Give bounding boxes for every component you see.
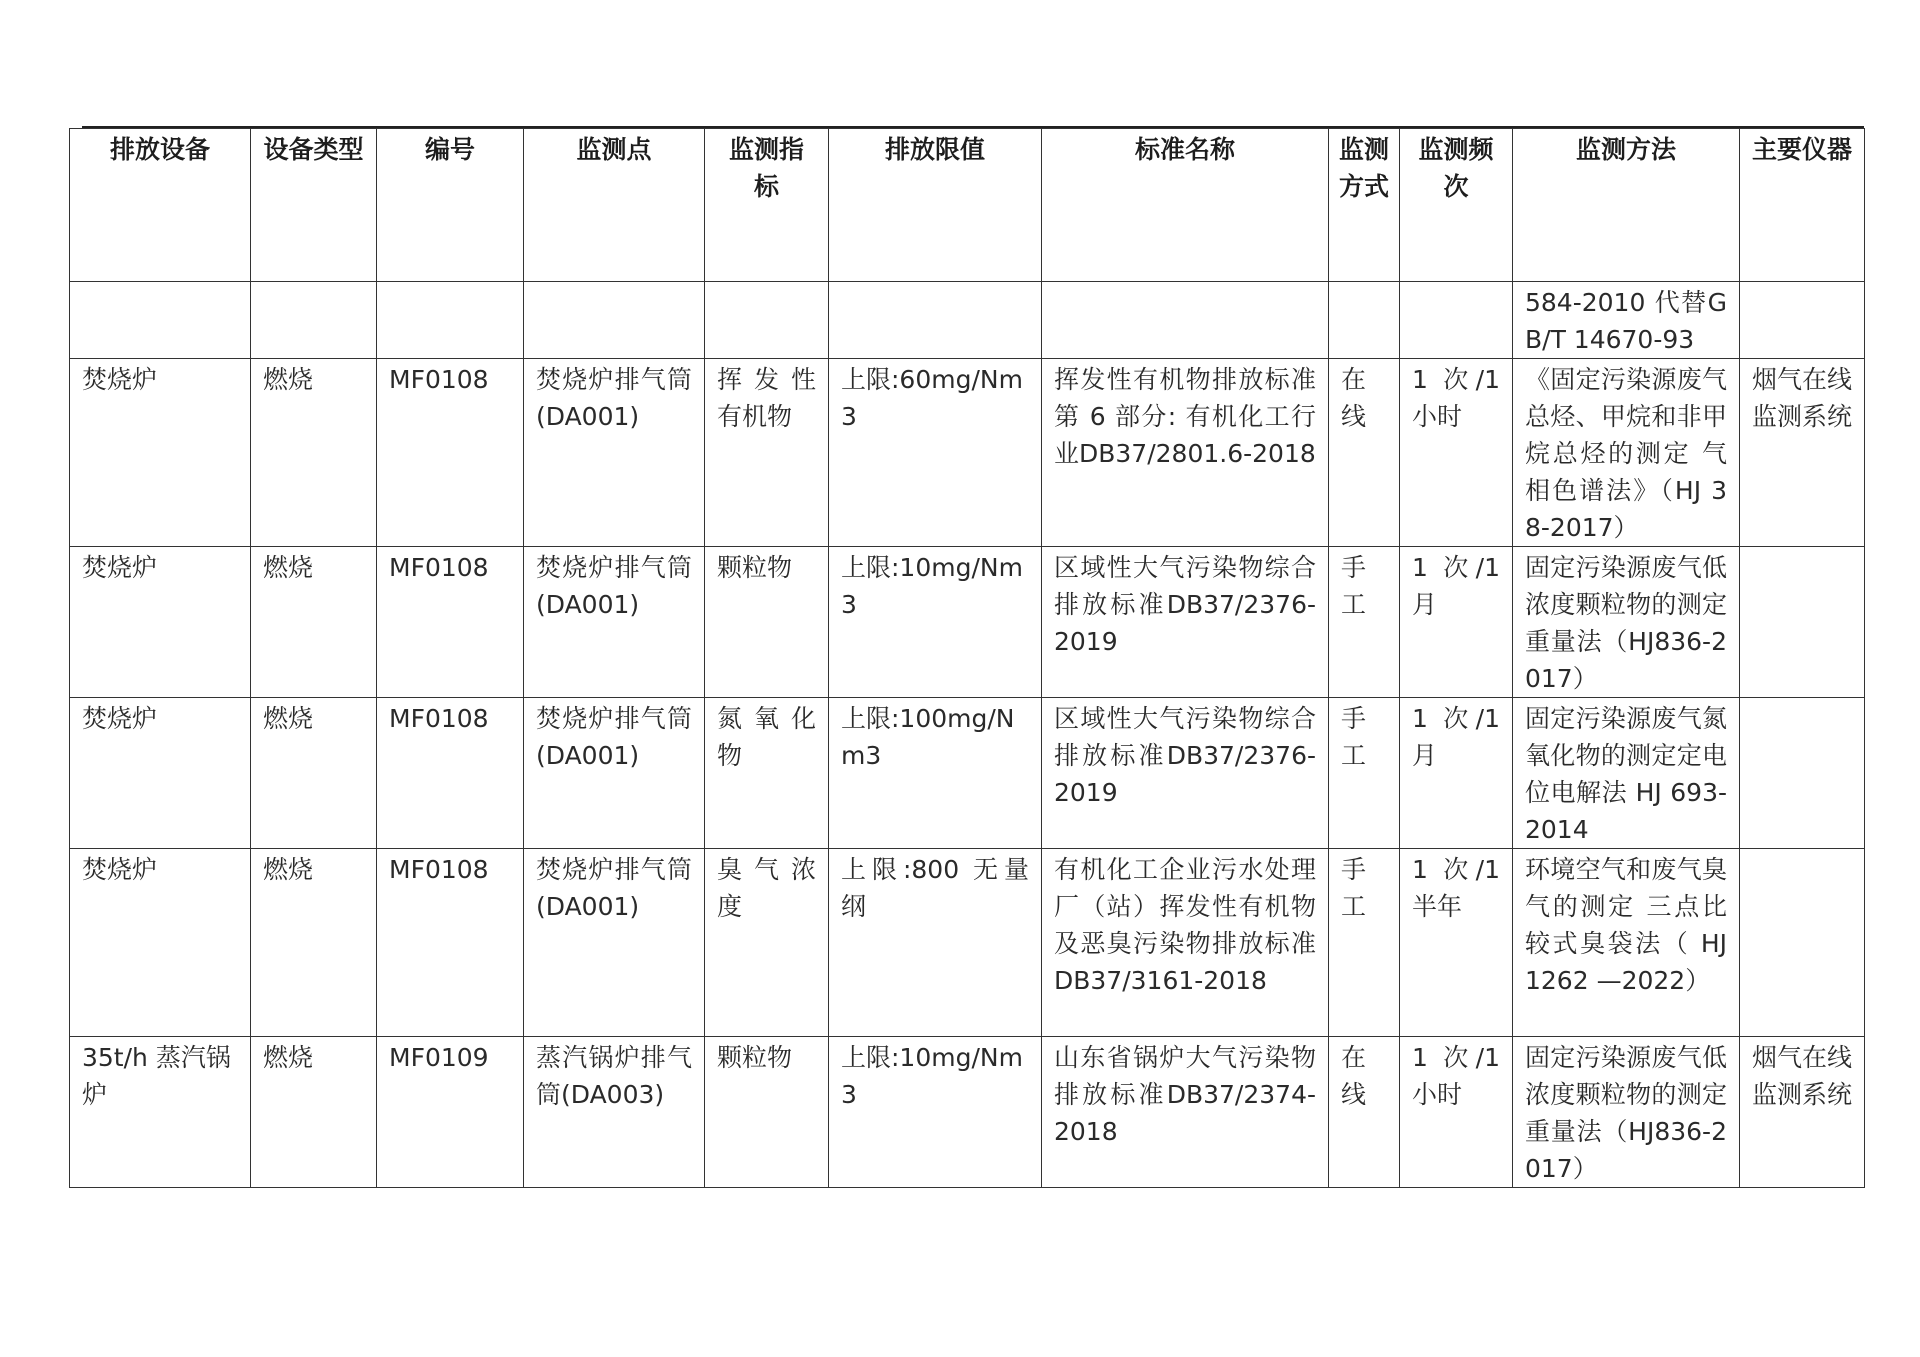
table-row	[70, 849, 1865, 1037]
cell-mode: 在线	[1329, 359, 1400, 547]
cell-device: 焚烧炉	[70, 849, 251, 1037]
cell-instrument	[1740, 547, 1865, 698]
cell-instrument	[1740, 849, 1865, 1037]
cell-type: 燃烧	[251, 1037, 377, 1188]
cell-method-continued: 584-2010 代替GB/T 14670-93	[1513, 282, 1740, 359]
cell-method: 固定污染源废气低浓度颗粒物的测定 重量法（HJ836-2017）	[1513, 547, 1740, 698]
table-row	[70, 698, 1865, 849]
cell-type: 燃烧	[251, 849, 377, 1037]
cell-device: 35t/h 蒸汽锅炉	[70, 1037, 251, 1188]
cell-mode: 手工	[1329, 547, 1400, 698]
cell-limit: 上限:10mg/Nm3	[829, 1037, 1042, 1188]
cell-instrument: 烟气在线监测系统	[1740, 1037, 1865, 1188]
header-type: 设备类型	[251, 129, 377, 282]
cell-method: 固定污染源废气低浓度颗粒物的测定 重量法（HJ836-2017）	[1513, 1037, 1740, 1188]
cell-instrument: 烟气在线监测系统	[1740, 359, 1865, 547]
table-cell	[1740, 282, 1865, 359]
cell-standard: 区域性大气污染物综合排放标准DB37/2376-2019	[1042, 547, 1329, 698]
cell-device: 焚烧炉	[70, 547, 251, 698]
cell-mode: 在线	[1329, 1037, 1400, 1188]
cell-point: 焚烧炉排气筒(DA001)	[524, 698, 705, 849]
header-row	[70, 129, 1865, 282]
cell-type: 燃烧	[251, 359, 377, 547]
header-freq: 监测频次	[1400, 129, 1513, 282]
cell-code: MF0108	[377, 547, 524, 698]
table-cell	[70, 282, 251, 359]
cell-freq: 1 次/1月	[1400, 698, 1513, 849]
cell-method: 固定污染源废气氮氧化物的测定定电位电解法 HJ 693-2014	[1513, 698, 1740, 849]
cell-type: 燃烧	[251, 698, 377, 849]
cell-indicator: 颗粒物	[705, 547, 829, 698]
cell-mode: 手工	[1329, 698, 1400, 849]
cell-point: 焚烧炉排气筒(DA001)	[524, 547, 705, 698]
cell-device: 焚烧炉	[70, 698, 251, 849]
cell-limit: 上限:100mg/Nm3	[829, 698, 1042, 849]
cell-code: MF0109	[377, 1037, 524, 1188]
cell-indicator: 颗粒物	[705, 1037, 829, 1188]
cell-point: 焚烧炉排气筒(DA001)	[524, 849, 705, 1037]
cell-standard: 有机化工企业污水处理厂（站）挥发性有机物及恶臭污染物排放标准 DB37/3161-2018	[1042, 849, 1329, 1037]
cell-method: 《固定污染源废气 总烃、甲烷和非甲烷总烃的测定 气相色谱法》（HJ 38-2017）	[1513, 359, 1740, 547]
cell-instrument	[1740, 698, 1865, 849]
table-cell	[377, 282, 524, 359]
table-row	[70, 1037, 1865, 1188]
table-cell	[1400, 282, 1513, 359]
cell-freq: 1 次/1半年	[1400, 849, 1513, 1037]
cell-indicator: 臭气浓度	[705, 849, 829, 1037]
header-point: 监测点	[524, 129, 705, 282]
table-row	[70, 359, 1865, 547]
header-indicator: 监测指标	[705, 129, 829, 282]
table-cell	[251, 282, 377, 359]
header-mode: 监测方式	[1329, 129, 1400, 282]
cell-freq: 1 次/1小时	[1400, 1037, 1513, 1188]
table-cell	[1329, 282, 1400, 359]
cell-standard: 挥发性有机物排放标准第 6 部分: 有机化工行业DB37/2801.6-2018	[1042, 359, 1329, 547]
header-limit: 排放限值	[829, 129, 1042, 282]
cell-freq: 1 次/1月	[1400, 547, 1513, 698]
header-instrument: 主要仪器	[1740, 129, 1865, 282]
cell-point: 焚烧炉排气筒(DA001)	[524, 359, 705, 547]
cell-standard: 区域性大气污染物综合排放标准DB37/2376-2019	[1042, 698, 1329, 849]
continuation-row	[70, 282, 1865, 359]
cell-code: MF0108	[377, 698, 524, 849]
cell-limit: 上限:800 无量纲	[829, 849, 1042, 1037]
header-method: 监测方法	[1513, 129, 1740, 282]
cell-type: 燃烧	[251, 547, 377, 698]
cell-limit: 上限:10mg/Nm3	[829, 547, 1042, 698]
cell-limit: 上限:60mg/Nm3	[829, 359, 1042, 547]
cell-mode: 手工	[1329, 849, 1400, 1037]
table-cell	[1042, 282, 1329, 359]
cell-code: MF0108	[377, 359, 524, 547]
table-cell	[829, 282, 1042, 359]
table-cell	[524, 282, 705, 359]
header-device: 排放设备	[70, 129, 251, 282]
monitoring-table	[69, 128, 1865, 1188]
header-standard: 标准名称	[1042, 129, 1329, 282]
table-cell	[705, 282, 829, 359]
cell-method: 环境空气和废气臭气的测定 三点比较式臭袋法（ HJ 1262 —2022）	[1513, 849, 1740, 1037]
cell-code: MF0108	[377, 849, 524, 1037]
cell-device: 焚烧炉	[70, 359, 251, 547]
cell-standard: 山东省锅炉大气污染物排放标准DB37/2374-2018	[1042, 1037, 1329, 1188]
table-row	[70, 547, 1865, 698]
cell-indicator: 氮氧化物	[705, 698, 829, 849]
cell-point: 蒸汽锅炉排气筒(DA003)	[524, 1037, 705, 1188]
cell-freq: 1 次/1小时	[1400, 359, 1513, 547]
cell-indicator: 挥发性有机物	[705, 359, 829, 547]
header-code: 编号	[377, 129, 524, 282]
